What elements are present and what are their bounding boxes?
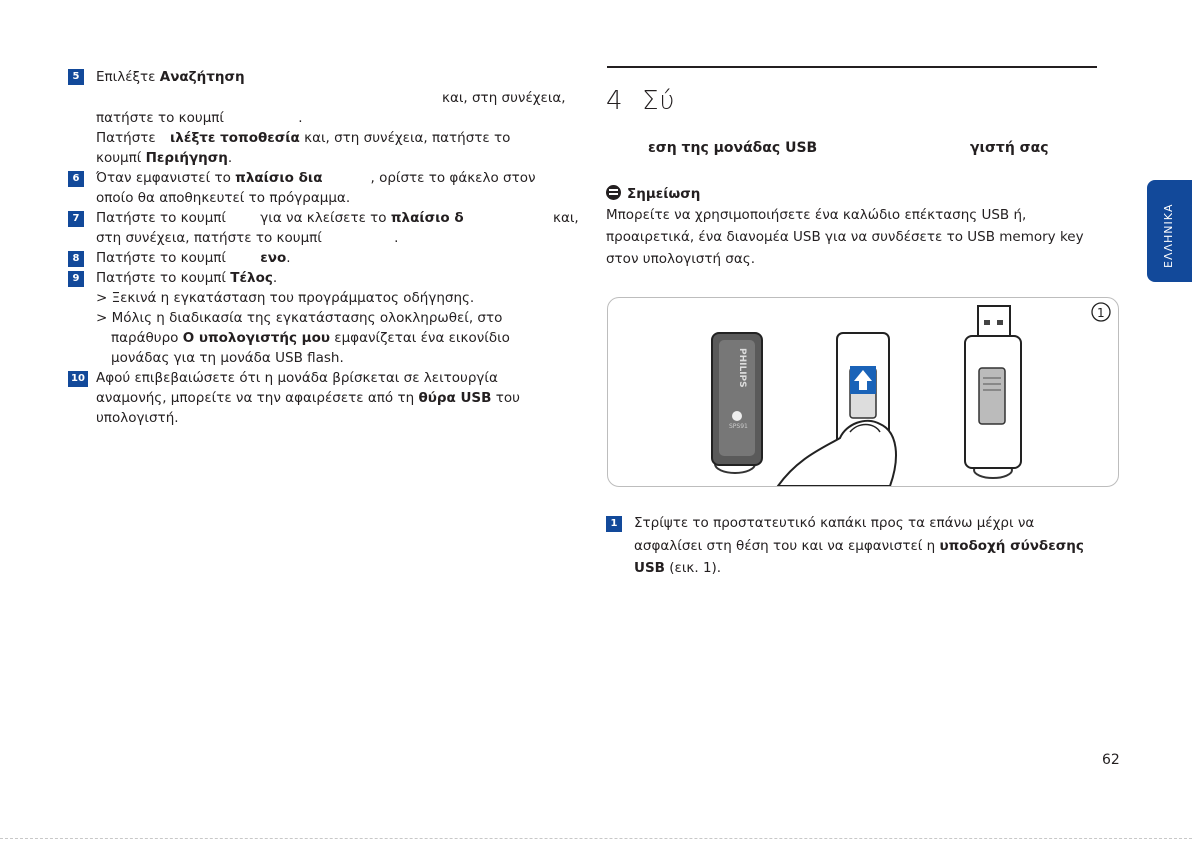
- text: .: [286, 250, 291, 266]
- step-10-line-1: Αφού επιβεβαιώσετε ότι η μονάδα βρίσκεται σε λειτουργία: [96, 370, 498, 386]
- note-header: [606, 184, 700, 204]
- usb-illustration: [608, 298, 1118, 486]
- step-5-line-2: και, στη συνέχεια,: [442, 90, 566, 106]
- step-8-badge: 8: [68, 251, 84, 267]
- language-tab: [1147, 180, 1192, 282]
- text: Πατήστε το κουμπί: [96, 210, 231, 226]
- text: κουμπί: [96, 150, 146, 166]
- right-step-1-line-1: Στρίψτε το προστατευτικό καπάκι προς τα επάνω μέχρι να: [634, 515, 1035, 531]
- step-6-line-1: [96, 168, 536, 188]
- section-title: [606, 86, 676, 116]
- button-term: ενο: [260, 250, 287, 266]
- step-8-line-1: [96, 248, 291, 268]
- page-number: 62: [1102, 752, 1120, 768]
- usb-stick-opening: [778, 333, 896, 486]
- step-5-badge: 5: [68, 69, 84, 85]
- section-rule: [607, 66, 1097, 68]
- text: αναμονής, μπορείτε να την αφαιρέσετε από τη: [96, 390, 419, 406]
- usb-stick-closed: [712, 333, 762, 473]
- step-5-line-4: [96, 128, 510, 148]
- text: .: [298, 110, 303, 126]
- text: .: [272, 270, 278, 286]
- usb-port-term: θύρα USB: [418, 390, 492, 406]
- text: πατήστε το κουμπί: [96, 110, 229, 126]
- step-10-line-3: υπολογιστή.: [96, 410, 179, 426]
- step-5-line-3: [96, 108, 303, 128]
- text: , ορίστε το φάκελο στον: [370, 170, 536, 186]
- text: στη συνέχεια, πατήστε το κουμπί: [96, 230, 327, 246]
- text: Επιλέξτε: [96, 69, 160, 85]
- usb-term: USB: [634, 560, 665, 576]
- text: Πατήστε: [96, 130, 161, 146]
- step-5-line-1: [96, 67, 245, 87]
- note-line-1: Μπορείτε να χρησιμοποιήσετε ένα καλώδιο επέκτασης USB ή,: [606, 207, 1027, 223]
- step-7-badge: 7: [68, 211, 84, 227]
- step-9-bullet-1: > Ξεκινά η εγκατάσταση του προγράμματος οδήγησης.: [96, 290, 475, 306]
- language-label: ΕΛΛΗΝΙΚΑ: [1162, 203, 1175, 268]
- subtitle-part-1: εση της μονάδας USB: [648, 140, 818, 156]
- note-line-2: προαιρετικά, ένα διανομέα USB για να συνδέσετε το USB memory key: [606, 229, 1084, 245]
- section-title-text: Σύ: [642, 86, 676, 116]
- my-computer-term: Ο υπολογιστής μου: [182, 330, 330, 346]
- step-6-badge: 6: [68, 171, 84, 187]
- text: του: [491, 390, 520, 406]
- right-step-1-line-2: [634, 536, 1084, 556]
- dialog-term: πλαίσιο δ: [390, 210, 464, 226]
- dialog-term: πλαίσιο δια: [235, 170, 323, 186]
- right-step-1-line-3: [634, 558, 721, 578]
- model-label: SPS91: [729, 423, 748, 430]
- step-9-line-1: [96, 268, 277, 288]
- usb-connector-term: υποδοχή σύνδεσης: [939, 538, 1084, 554]
- note-label: Σημείωση: [627, 186, 701, 202]
- section-number: 4: [606, 86, 624, 116]
- text: ασφαλίσει στη θέση του και να εμφανιστεί η: [634, 538, 940, 554]
- text: .: [227, 150, 233, 166]
- step-7-line-1: [96, 208, 464, 228]
- note-icon: [606, 185, 621, 200]
- text: εμφανίζεται ένα εικονίδιο: [329, 330, 510, 346]
- text: Πατήστε το κουμπί: [96, 270, 231, 286]
- bottom-border: [0, 838, 1192, 840]
- search-term: Αναζήτηση: [159, 69, 245, 85]
- text: και, στη συνέχεια, πατήστε το: [299, 130, 511, 146]
- text: για να κλείσετε το: [260, 210, 391, 226]
- step-9-bullet-2-cont-2: μονάδας για τη μονάδα USB flash.: [111, 350, 344, 366]
- usb-stick-open: [965, 306, 1021, 478]
- right-step-1-badge: 1: [606, 516, 622, 532]
- note-line-3: στον υπολογιστή σας.: [606, 251, 755, 267]
- subtitle-part-2: γιστή σας: [970, 140, 1049, 156]
- step-10-badge: 10: [68, 371, 88, 387]
- step-9-bullet-2-cont: [111, 328, 510, 348]
- text: παράθυρο: [111, 330, 183, 346]
- browse-term: Περιήγηση: [145, 150, 228, 166]
- step-6-line-2: οποίο θα αποθηκευτεί το πρόγραμμα.: [96, 190, 351, 206]
- step-9-badge: 9: [68, 271, 84, 287]
- text: Όταν εμφανιστεί το: [96, 170, 236, 186]
- step-9-bullet-2: > Μόλις η διαδικασία της εγκατάστασης ολοκληρωθεί, στο: [96, 310, 503, 326]
- step-7-line-1-end: και,: [553, 210, 579, 226]
- step-10-line-2: [96, 388, 520, 408]
- brand-label: PHILIPS: [737, 348, 747, 388]
- finish-term: Τέλος: [230, 270, 273, 286]
- step-7-line-2: [96, 228, 398, 248]
- location-term: ιλέξτε τοποθεσία: [170, 130, 300, 146]
- usb-figure: [607, 297, 1119, 487]
- text: (εικ. 1).: [664, 560, 722, 576]
- figure-number: 1: [1097, 306, 1105, 320]
- text: Πατήστε το κουμπί: [96, 250, 231, 266]
- step-5-line-5: [96, 148, 232, 168]
- text: .: [394, 230, 399, 246]
